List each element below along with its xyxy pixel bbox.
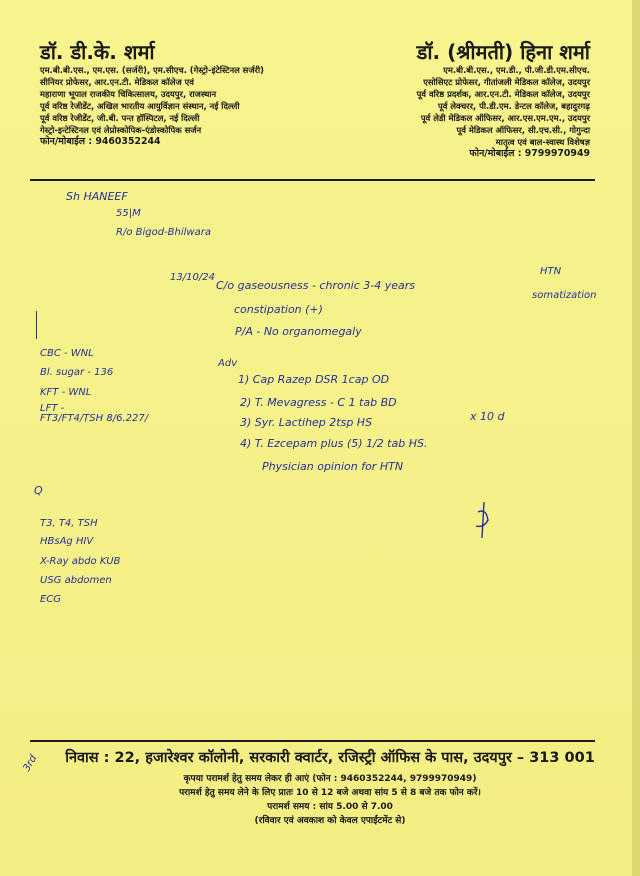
left-doctor-header [40, 40, 330, 148]
right-doctor-credential: पूर्व लेक्चरर, पी.डी.एम. डेन्टल कॉलेज, बहादुरगढ़ [438, 101, 590, 111]
chief-complaint: C/o gaseousness - chronic 3-4 years [216, 279, 416, 292]
patient-age-sex: 55|M [116, 208, 141, 219]
right-doctor-credential: एम.बी.बी.एस., एम.डी., पी.जी.डी.एम.सीएच. [443, 65, 590, 75]
consult-time: परामर्श समय : सांय 5.00 से 7.00 [267, 802, 393, 812]
left-doctor-credential: पूर्व वरिष्ठ रेजीडेंट, जी.बी. पन्त हॉस्पिटल, नई दिल्ली [40, 113, 200, 123]
investigation-item: X-Ray abdo KUB [40, 556, 121, 567]
lab-result: KFT - WNL [40, 387, 92, 398]
left-doctor-credential: एम.बी.बी.एस., एम.एस. (सर्जरी), एम.सीएच. (गेस्ट्रो-इंटेस्टिनल सर्जरी) [40, 65, 264, 75]
right-doctor-header [350, 40, 590, 160]
patient-address: R/o Bigod-Bhilwara [116, 227, 211, 238]
complaint-2: constipation (+) [234, 303, 323, 316]
investigation-label: Q [34, 484, 43, 497]
abdominal-exam: P/A - No organomegaly [235, 325, 362, 338]
lab-result: Bl. sugar - 136 [40, 367, 114, 378]
margin-mark [36, 311, 37, 339]
call-time-note: परामर्श हेतु समय लेने के लिए प्रातः 10 से 12 बजे अथवा सांय 5 से 8 बजे तक फोन करें। [179, 788, 481, 798]
investigation-item: HBsAg HIV [40, 536, 94, 547]
corner-mark: 3rd [21, 753, 40, 774]
htn-note: HTN [540, 266, 562, 277]
header-divider [30, 179, 595, 181]
right-doctor-credential: मातृत्व एवं बाल-स्वास्थ विशेषज्ञ [495, 137, 590, 147]
patient-name: Sh HANEEF [66, 190, 128, 203]
investigation-item: ECG [40, 594, 62, 605]
investigation-item: USG abdomen [40, 575, 112, 586]
clinic-address: निवास : 22, हजारेश्वर कॉलोनी, सरकारी क्वार्टर, रजिस्ट्री ऑफिस के पास, उदयपुर – 313 001 [65, 750, 595, 766]
page-edge [632, 0, 640, 876]
lab-result: CBC - WNL [40, 348, 94, 359]
right-doctor-credential: पूर्व लेडी मेडिकल ऑफिसर, आर.एस.एम.एम., उदयपुर [420, 113, 590, 123]
sunday-note: (रविवार एवं अवकाश को केवल एपाईंटमेंट से) [254, 816, 406, 826]
investigation-item: T3, T4, TSH [40, 518, 98, 529]
right-doctor-name: डॉ. (श्रीमती) हिना शर्मा [416, 40, 590, 64]
left-doctor-credential: गेस्ट्रो-इन्टेस्टिनल एवं लेप्रोस्कोपिक-एंडोस्कोपिक सर्जन [40, 125, 202, 135]
footer-divider [30, 740, 595, 742]
advice-label: Adv [218, 358, 238, 369]
physician-opinion: Physician opinion for HTN [262, 460, 404, 473]
left-doctor-name: डॉ. डी.के. शर्मा [40, 40, 155, 64]
right-doctor-phone: फोन/मोबाईल : 9799970949 [469, 148, 590, 159]
appointment-note: कृपया परामर्श हेतु समय लेकर ही आएं (फोन : 9460352244, 9799970949) [183, 774, 477, 784]
medication: 4) T. Ezcepam plus (5) 1/2 tab HS. [240, 437, 428, 450]
right-doctor-credential: एसोसिएट प्रोफेसर, गीतांजली मेडिकल कॉलेज, उदयपुर [423, 77, 590, 87]
duration: x 10 d [470, 410, 505, 423]
left-doctor-credential: महाराणा भूपाल राजकीय चिकित्सालय, उदयपुर, राजस्थान [40, 89, 217, 99]
left-doctor-phone: फोन/मोबाईल : 9460352244 [40, 136, 161, 147]
medication: 3) Syr. Lactihep 2tsp HS [240, 416, 373, 429]
right-doctor-credential: पूर्व वरिष्ठ प्रदर्शक, आर.एन.टी. मेडिकल कॉलेज, उदयपुर [416, 89, 590, 99]
lab-result: LFT - [40, 403, 65, 414]
left-doctor-credential: सीनियर प्रोफेसर, आर.एन.टी. मेडिकल कॉलेज एवं [40, 77, 194, 87]
somatization-note: somatization [532, 290, 597, 301]
lab-result: FT3/FT4/TSH 8/6.227/ [40, 413, 149, 424]
visit-date: 13/10/24 [170, 272, 215, 283]
right-doctor-credential: पूर्व मेडिकल ऑफिसर, सी.एच.सी., गोगुन्दा [456, 125, 590, 135]
medication: 2) T. Mevagress - C 1 tab BD [240, 396, 397, 409]
doctor-signature [470, 500, 500, 540]
medication: 1) Cap Razep DSR 1cap OD [238, 373, 390, 386]
left-doctor-credential: पूर्व वरिष्ठ रेजीडेंट, अखिल भारतीय आयुर्विज्ञान संस्थान, नई दिल्ली [40, 101, 240, 111]
